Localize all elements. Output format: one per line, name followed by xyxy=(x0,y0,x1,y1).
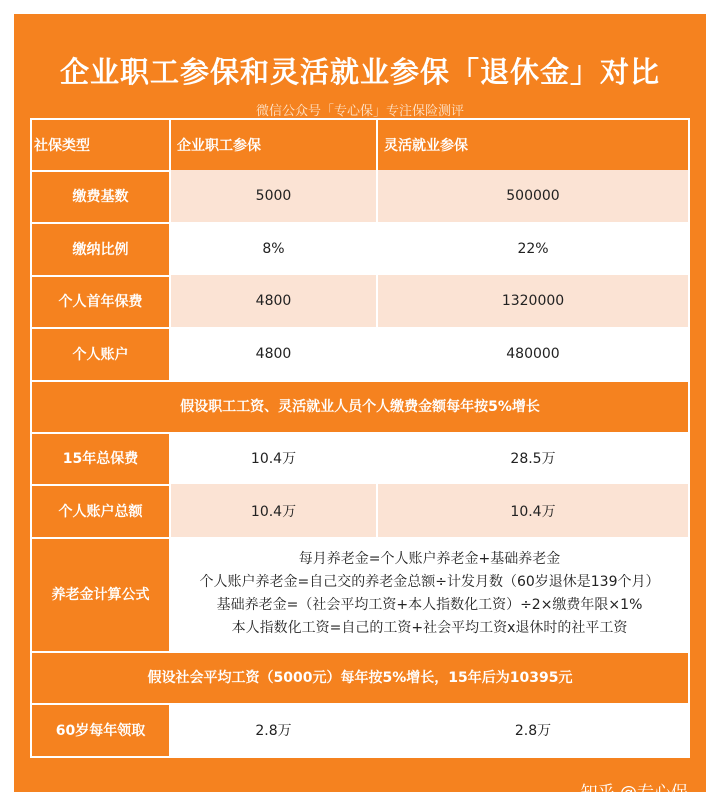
row-value-flexible: 480000 xyxy=(376,327,688,380)
row-value-employee: 10.4万 xyxy=(169,484,376,537)
formula-line: 个人账户养老金=自己交的养老金总额÷计发月数（60岁退休是139个月） xyxy=(199,574,660,590)
formula-row xyxy=(32,537,688,653)
table-row xyxy=(32,432,688,486)
page-title: 企业职工参保和灵活就业参保「退休金」对比 xyxy=(59,55,660,89)
row-label: 个人账户 xyxy=(72,346,129,363)
table-row xyxy=(32,170,688,224)
row-label: 15年总保费 xyxy=(62,451,139,467)
assumption-row xyxy=(32,651,688,705)
formula-text xyxy=(169,537,688,651)
row-value-employee: 5000 xyxy=(169,170,376,222)
formula-line: 基础养老金=（社会平均工资+本人指数化工资）÷2×缴费年限×1% xyxy=(216,597,643,613)
infographic-frame xyxy=(14,14,706,803)
table-row xyxy=(32,484,688,539)
formula-line: 本人指数化工资=自己的工资+社会平均工资x退休时的社平工资 xyxy=(231,620,628,636)
row-value-flexible: 22% xyxy=(376,222,688,275)
header-flexible: 灵活就业参保 xyxy=(376,120,688,170)
row-label: 个人账户总额 xyxy=(58,503,143,520)
row-value-flexible: 28.5万 xyxy=(376,432,688,484)
row-value-flexible: 500000 xyxy=(376,170,688,222)
row-label: 缴纳比例 xyxy=(72,241,129,258)
row-label: 缴费基数 xyxy=(72,189,129,205)
page-subtitle: 微信公众号「专心保」专注保险测评 xyxy=(255,104,464,119)
row-value-employee: 10.4万 xyxy=(169,432,376,484)
row-value-flexible: 1320000 xyxy=(376,275,688,327)
watermark: 知乎 @专心保 xyxy=(580,783,688,803)
header-type: 社保类型 xyxy=(34,138,90,154)
assumption-row xyxy=(32,380,688,434)
table-row xyxy=(32,327,688,382)
row-value-flexible: 10.4万 xyxy=(376,484,688,537)
assumption-text: 假设社会平均工资（5000元）每年按5%增长，15年后为10395元 xyxy=(147,670,573,686)
table-row xyxy=(32,703,688,756)
table-header-row xyxy=(32,120,688,172)
header-employee: 企业职工参保 xyxy=(169,120,376,170)
row-value-employee: 2.8万 xyxy=(169,703,376,756)
formula-label: 养老金计算公式 xyxy=(51,587,150,603)
assumption-text: 假设职工工资、灵活就业人员个人缴费金额每年按5%增长 xyxy=(180,399,540,415)
row-value-employee: 4800 xyxy=(169,327,376,380)
row-label: 个人首年保费 xyxy=(58,294,143,310)
comparison-table xyxy=(30,118,690,758)
row-label: 60岁每年领取 xyxy=(55,722,146,739)
formula-line: 每月养老金=个人账户养老金+基础养老金 xyxy=(298,551,561,567)
row-value-employee: 8% xyxy=(169,222,376,275)
row-value-employee: 4800 xyxy=(169,275,376,327)
row-value-flexible: 2.8万 xyxy=(376,703,688,756)
table-row xyxy=(32,275,688,329)
table-row xyxy=(32,222,688,277)
